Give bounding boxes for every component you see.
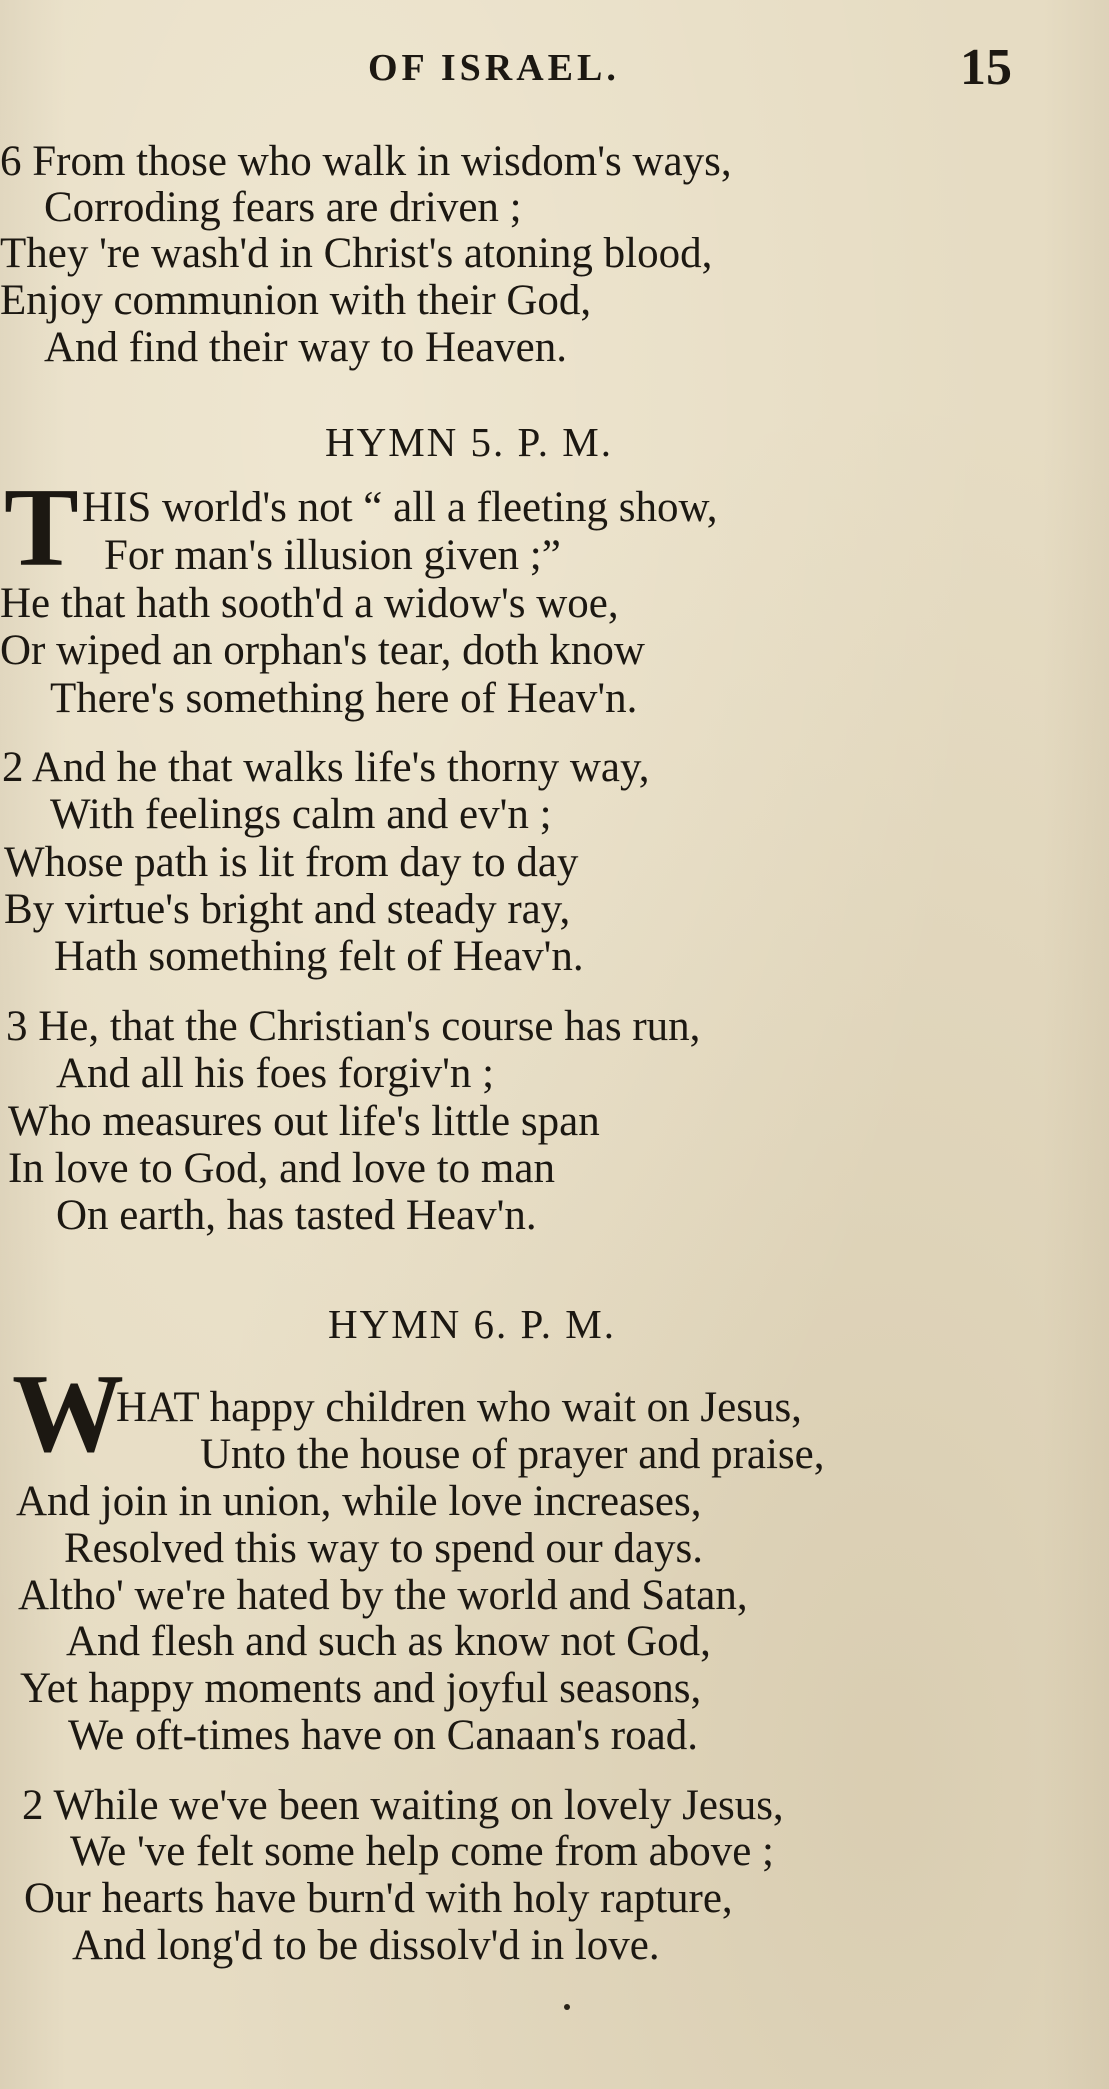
verse-line: By virtue's bright and steady ray, [4,886,571,933]
verse-line: And flesh and such as know not God, [66,1618,711,1665]
verse-line: Resolved this way to spend our days. [64,1525,703,1572]
verse-line: HIS world's not “ all a fleeting show, [82,484,718,531]
verse-line: They 're wash'd in Christ's atoning blood, [0,230,713,277]
verse-line: And long'd to be dissolv'd in love. [72,1922,660,1969]
verse-line: Yet happy moments and joyful seasons, [20,1665,702,1712]
verse-line: Our hearts have burn'd with holy rapture, [24,1875,733,1922]
verse-line: On earth, has tasted Heav'n. [56,1192,537,1239]
hymn-title: HYMN 6. P. M. [328,1301,616,1347]
verse-line: 6 From those who walk in wisdom's ways, [0,138,732,185]
verse-line: Corroding fears are driven ; [44,184,522,231]
verse-line: For man's illusion given ;” [104,532,561,579]
ink-speck [564,2004,570,2010]
verse-line: Altho' we're hated by the world and Satan, [18,1572,748,1619]
verse-line: There's something here of Heav'n. [50,675,638,722]
verse-line: Enjoy communion with their God, [0,277,592,324]
verse-line: With feelings calm and ev'n ; [50,791,552,838]
verse-line: We oft-times have on Canaan's road. [68,1712,698,1759]
verse-line: He that hath sooth'd a widow's woe, [0,580,619,627]
verse-line: And all his foes forgiv'n ; [56,1050,495,1097]
verse-line: HAT happy children who wait on Jesus, [116,1384,802,1431]
running-title: OF ISRAEL. [368,47,620,89]
verse-line: Hath something felt of Heav'n. [54,933,584,980]
running-head [0,38,1109,98]
verse-line: Unto the house of prayer and praise, [200,1431,825,1478]
verse-line: Who measures out life's little span [8,1098,600,1145]
verse-line: And find their way to Heaven. [44,324,568,371]
verse-line: 3 He, that the Christian's course has run, [6,1003,701,1050]
verse-line: 2 While we've been waiting on lovely Jesus, [22,1782,784,1829]
drop-cap: W [12,1352,124,1476]
verse-line: And join in union, while love increases, [16,1478,702,1525]
hymn-title: HYMN 5. P. M. [325,419,613,465]
verse-line: In love to God, and love to man [8,1145,555,1192]
verse-line: We 've felt some help come from above ; [70,1828,774,1875]
verse-line: Or wiped an orphan's tear, doth know [0,627,645,674]
drop-cap: T [4,466,79,590]
page-number: 15 [960,39,1012,96]
verse-line: Whose path is lit from day to day [4,839,579,886]
verse-line: 2 And he that walks life's thorny way, [2,744,650,791]
